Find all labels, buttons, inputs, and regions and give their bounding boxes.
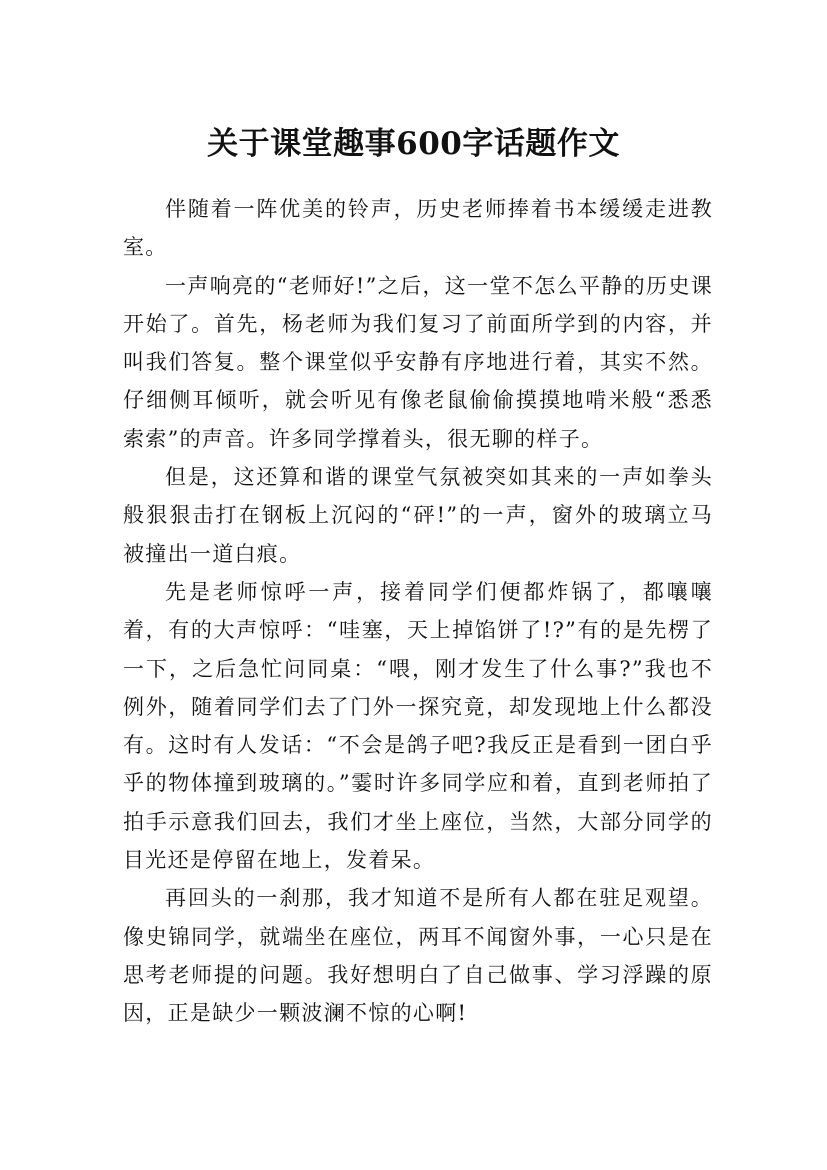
paragraph-3: 但是，这还算和谐的课堂气氛被突如其来的一声如拳头般狠狠击打在钢板上沉闷的“砰!”的一声，窗外的玻璃立马被撞出一道白痕。 [123,465,713,566]
paragraph-4: 先是老师惊呼一声，接着同学们便都炸锅了，都嚷嚷着，有的大声惊呼：“哇塞，天上掉馅饼了!?”有的是先楞了一下，之后急忙问同桌：“喂，刚才发生了什么事?”我也不例外，随着同学们去了门外一探究竟，却发现地上什么都没有。这时有人发话：“不会是鸽子吧?我反正是看到一团白乎乎的物体撞到玻璃的。”霎时许多同学应和着，直到老师拍了拍手示意我们回去，我们才坐上座位，当然，大部分同学的目光还是停留在地上，发着呆。 [123,579,713,873]
document-body [123,190,713,1033]
paragraph-5: 再回头的一刹那，我才知道不是所有人都在驻足观望。像史锦同学，就端坐在座位，两耳不闻窗外事，一心只是在思考老师提的问题。我好想明白了自己做事、学习浮躁的原因，正是缺少一颗波澜不惊的心啊! [123,886,713,1026]
document-title: 关于课堂趣事600字话题作文 [207,125,620,162]
paragraph-2: 一声响亮的“老师好!”之后，这一堂不怎么平静的历史课开始了。首先，杨老师为我们复习了前面所学到的内容，并叫我们答复。整个课堂似乎安静有序地进行着，其实不然。仔细侧耳倾听，就会听见有像老鼠偷偷摸摸地啃米般“悉悉索索”的声音。许多同学撑着头，很无聊的样子。 [123,273,713,451]
paragraph-1: 伴随着一阵优美的铃声，历史老师捧着书本缓缓走进教室。 [123,197,713,260]
